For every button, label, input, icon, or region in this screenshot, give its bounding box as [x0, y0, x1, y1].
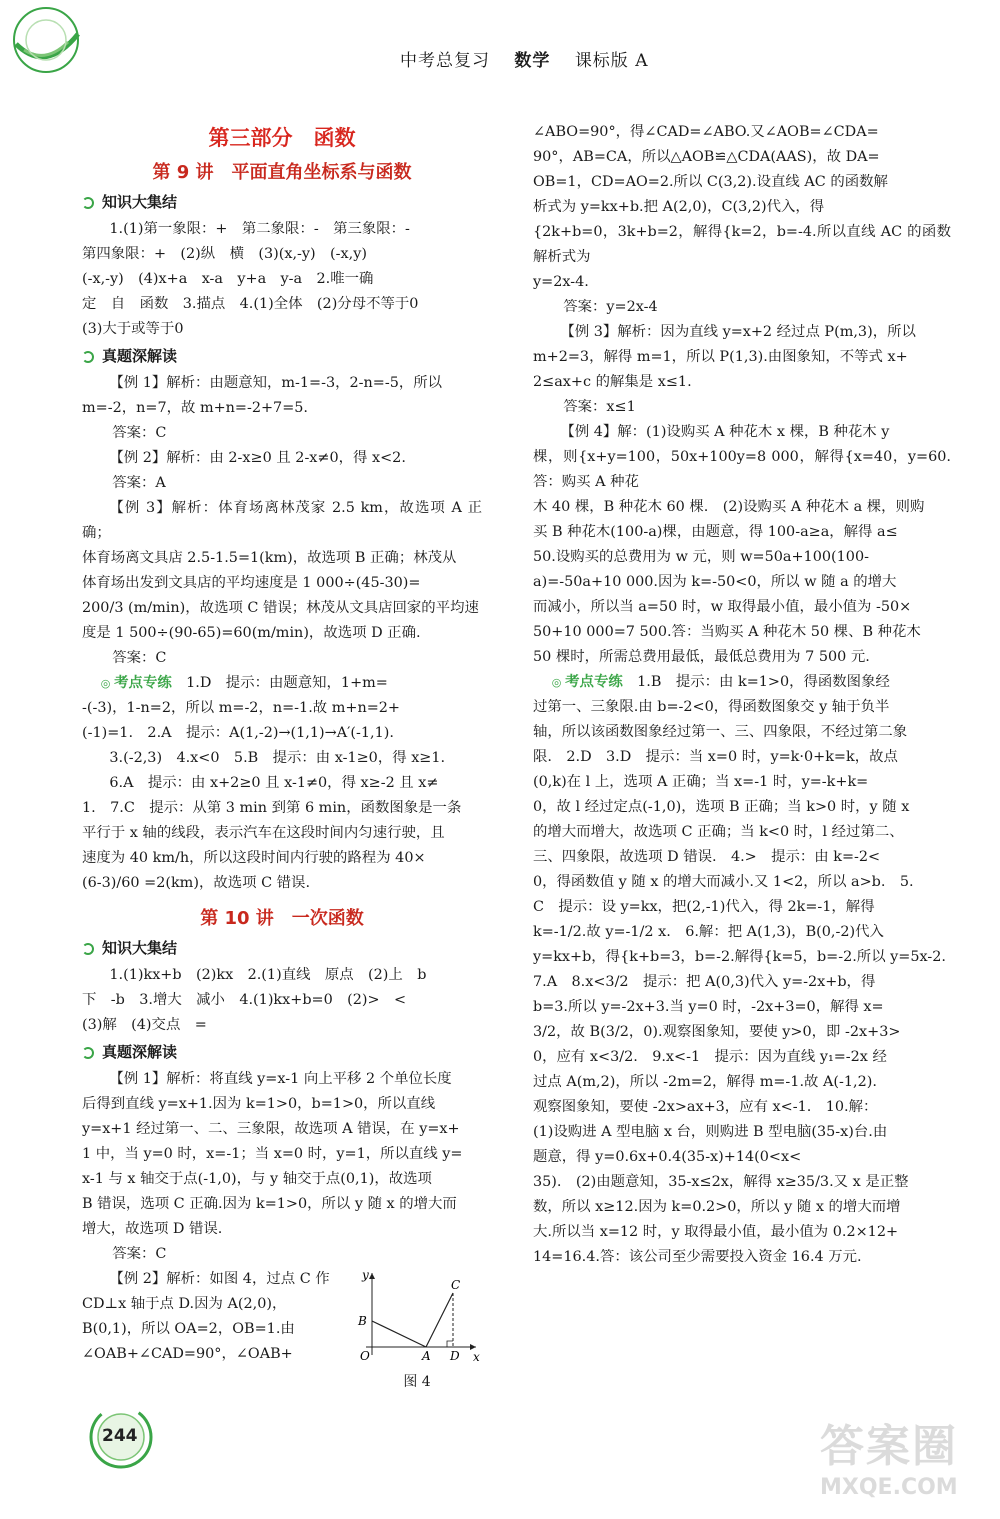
- example-line: 50 棵时，所需总费用最低，最低总费用为 7 500 元.: [533, 649, 870, 665]
- k10-line: (3)解 (4)交点 =: [82, 1017, 207, 1033]
- section-knowledge-10: 知识大集结: [82, 936, 482, 961]
- section-ring-icon: [82, 351, 94, 363]
- fig-label-o: O: [360, 1349, 370, 1363]
- kd10-line: 大.所以当 x=12 时，y 取得最小值，最小值为 0.2×12+: [533, 1224, 899, 1240]
- section-real-10: 真题深解读: [82, 1040, 482, 1065]
- kd10-line: 的增大而增大，故选项 C 正确；当 k<0 时，l 经过第二、: [533, 824, 904, 840]
- watermark-line1: 答案圈: [820, 1421, 958, 1472]
- kd9-line: (-1)=1. 2.A 提示：A(1,-2)→(1,1)→A′(-1,1).: [82, 725, 394, 741]
- example-line: 【例 2】解析：如图 4，过点 C 作: [109, 1271, 330, 1287]
- page-header: [400, 46, 649, 71]
- cont-line: {2k+b=0，3k+b=2，解得{k=2，b=-4.所以直线 AC 的函数解析式为: [533, 224, 951, 265]
- example-line: 200/3 (m/min)，故选项 C 错误；林茂从文具店回家的平均速: [82, 600, 479, 616]
- fig-label-c: C: [451, 1278, 461, 1292]
- part-title: 第三部分 函数: [208, 126, 356, 150]
- kd10-line: (0,k)在 l 上，选项 A 正确；当 x=-1 时，y=-k+k=: [533, 774, 869, 790]
- header-series: 中考总复习: [400, 51, 490, 71]
- example-line: 2≤ax+c 的解集是 x≤1.: [533, 374, 692, 390]
- kd10-line: y=kx+b，得{k+b=3，b=-2.解得{k=5，b=-2.所以 y=5x-2.: [533, 949, 946, 965]
- kd10-line: 三、四象限，故选项 D 错误. 4.> 提示：由 k=-2<: [533, 849, 881, 865]
- fig-label-d: D: [450, 1349, 460, 1363]
- cont-line: 90°，AB=CA，所以△AOB≌△CDA(AAS)，故 DA=: [533, 149, 880, 165]
- example-line: 木 40 棵，B 种花木 60 棵. (2)设购买 A 种花木 a 棵，则购: [533, 499, 925, 515]
- example-line: 【例 1】解析：将直线 y=x-1 向上平移 2 个单位长度: [109, 1071, 452, 1087]
- answer-line: 答案：A: [112, 475, 166, 491]
- cont-line: 析式为 y=kx+b.把 A(2,0)，C(3,2)代入，得: [533, 199, 825, 215]
- k9-line: 定 自 函数 3.描点 4.(1)全体 (2)分母不等于0: [82, 296, 419, 312]
- kd10-line: 1.B 提示：由 k=1>0，得函数图象经: [637, 674, 890, 690]
- kd10-line: 轴，所以该函数图象经过第一、三、四象限，不经过第二象: [533, 724, 908, 740]
- example-line: 【例 2】解析：由 2-x≥0 且 2-x≠0，得 x<2.: [109, 450, 406, 466]
- example-line: m=-2，n=7，故 m+n=-2+7=5.: [82, 400, 308, 416]
- example-line: B 错误，选项 C 正确.因为 k=1>0，所以 y 随 x 的增大而: [82, 1196, 457, 1212]
- k10-line: 1.(1)kx+b (2)kx 2.(1)直线 原点 (2)上 b: [109, 967, 427, 983]
- kd10-line: 限. 2.D 3.D 提示：当 x=0 时，y=k·0+k=k，故点: [533, 749, 898, 765]
- figure-4-graph: [352, 1267, 482, 1363]
- section-ring-icon: [82, 1047, 94, 1059]
- section-real-9: 真题深解读: [82, 344, 482, 369]
- kd9-line: 1.D 提示：由题意知，1+m=: [186, 675, 388, 691]
- example-line: B(0,1)，所以 OA=2，OB=1.由: [82, 1321, 295, 1337]
- k9-line: 1.(1)第一象限：+ 第二象限：- 第三象限：-: [109, 221, 410, 237]
- kd10-line: 数，所以 x≥12.因为 k=0.2>0，所以 y 随 x 的增大而增: [533, 1199, 901, 1215]
- page-number: 244: [102, 1426, 138, 1446]
- example-line: 而减小，所以当 a=50 时，w 取得最小值，最小值为 -50×: [533, 599, 912, 615]
- example-line: 1 中，当 y=0 时，x=-1；当 x=0 时，y=1，所以直线 y=: [82, 1146, 463, 1162]
- answer-line: 答案：C: [112, 1246, 167, 1262]
- example-line: 50+10 000=7 500.答：当购买 A 种花木 50 棵、B 种花木: [533, 624, 921, 640]
- section-ring-icon: [82, 197, 94, 209]
- kd10-line: k=-1/2.故 y=-1/2 x. 6.解：把 A(1,3)，B(0,-2)代入: [533, 924, 884, 940]
- kaodian-label: ◎ 考点专练: [100, 675, 172, 691]
- kd10-line: 观察图象知，要使 -2x>ax+3，应有 x<-1. 10.解：: [533, 1099, 878, 1115]
- kd10-line: 35). (2)由题意知，35-x≤2x，解得 x≥35/3.又 x 是正整: [533, 1174, 909, 1190]
- fig-label-x: x: [473, 1350, 480, 1363]
- example-line: 体育场出发到文具店的平均速度是 1 000÷(45-30)=: [82, 575, 421, 591]
- fig-label-b: B: [358, 1314, 367, 1328]
- example-line: 后得到直线 y=x+1.因为 k=1>0，b=1>0，所以直线: [82, 1096, 436, 1112]
- fig-label-y: y: [362, 1268, 369, 1282]
- section-knowledge-9: 知识大集结: [82, 190, 482, 215]
- kd9-line: (6-3)/60 =2(km)，故选项 C 错误.: [82, 875, 311, 891]
- kd10-line: b=3.所以 y=-2x+3.当 y=0 时，-2x+3=0，解得 x=: [533, 999, 884, 1015]
- example-line: 度是 1 500÷(90-65)=60(m/min)，故选项 D 正确.: [82, 625, 421, 641]
- example-line: y=x+1 经过第一、二、三象限，故选项 A 错误，在 y=x+: [82, 1121, 460, 1137]
- kd10-line: 过第一、三象限.由 b=-2<0，得函数图象交 y 轴于负半: [533, 699, 890, 715]
- k9-line: 第四象限：+ (2)纵 横 (3)(x,-y) (-x,y): [82, 246, 367, 262]
- answer-line: 答案：C: [112, 650, 167, 666]
- k9-line: (-x,-y) (4)x+a x-a y+a y-a 2.唯一确: [82, 271, 374, 287]
- kd9-line: 3.(-2,3) 4.x<0 5.B 提示：由 x-1≥0，得 x≥1.: [109, 750, 446, 766]
- kd9-line: 1. 7.C 提示：从第 3 min 到第 6 min，函数图象是一条: [82, 800, 462, 816]
- section-ring-icon: [82, 943, 94, 955]
- lecture-9-title: 第 9 讲 平面直角坐标系与函数: [152, 162, 412, 183]
- example-line: 棵，则{x+y=100，50x+100y=8 000，解得{x=40，y=60.答：购买 A 种花: [533, 449, 951, 490]
- example-line: a)=-50a+10 000.因为 k=-50<0，所以 w 随 a 的增大: [533, 574, 897, 590]
- k9-line: (3)大于或等于0: [82, 321, 184, 337]
- kd10-line: 过点 A(m,2)，所以 -2m=2，解得 m=-1.故 A(-1,2).: [533, 1074, 877, 1090]
- example-line: CD⊥x 轴于点 D.因为 A(2,0)，: [82, 1296, 287, 1312]
- kd9-line: -(-3)，1-n=2，所以 m=-2，n=-1.故 m+n=2+: [82, 700, 400, 716]
- cont-line: OB=1，CD=AO=2.所以 C(3,2).设直线 AC 的函数解: [533, 174, 888, 190]
- example-line: 【例 3】解析：体育场离林茂家 2.5 km，故选项 A 正确；: [82, 500, 482, 541]
- kd10-line: 0，应有 x<3/2. 9.x<-1 提示：因为直线 y₁=-2x 经: [533, 1049, 887, 1065]
- example-line: m+2=3，解得 m=1，所以 P(1,3).由图象知，不等式 x+: [533, 349, 908, 365]
- corner-logo-icon: [6, 4, 88, 82]
- watermark: [820, 1420, 995, 1515]
- example-line: x-1 与 x 轴交于点(-1,0)，与 y 轴交于点(0,1)，故选项: [82, 1171, 432, 1187]
- kaodian-label: ◎ 考点专练: [551, 674, 623, 690]
- kd9-line: 6.A 提示：由 x+2≥0 且 x-1≠0，得 x≥-2 且 x≠: [109, 775, 439, 791]
- kd9-line: 速度为 40 km/h，所以这段时间内行驶的路程为 40×: [82, 850, 426, 866]
- answer-line: 答案：C: [112, 425, 167, 441]
- example-2-with-figure: [82, 1267, 482, 1390]
- kd10-line: 14=16.4.答：该公司至少需要投入资金 16.4 万元.: [533, 1249, 862, 1265]
- kd10-line: 0，故 l 经过定点(-1,0)，选项 B 正确；当 k>0 时，y 随 x: [533, 799, 910, 815]
- answer-line: 答案：x≤1: [563, 399, 636, 415]
- watermark-line2: MXQE.COM: [820, 1475, 958, 1500]
- example-line: 买 B 种花木(100-a)棵，由题意，得 100-a≥a，解得 a≤: [533, 524, 898, 540]
- kd10-line: (1)设购进 A 型电脑 x 台，则购进 B 型电脑(35-x)台.由: [533, 1124, 888, 1140]
- header-edition: 课标版 A: [574, 51, 649, 71]
- example-line: 【例 1】解析：由题意知，m-1=-3，2-n=-5，所以: [109, 375, 443, 391]
- lecture-10-title: 第 10 讲 一次函数: [200, 908, 364, 929]
- figure-caption: 图 4: [403, 1374, 431, 1390]
- kd10-line: 0，得函数值 y 随 x 的增大而减小.又 1<2，所以 a>b. 5.: [533, 874, 914, 890]
- left-column: [82, 120, 482, 1390]
- example-line: 【例 4】解：(1)设购买 A 种花木 x 棵，B 种花木 y: [560, 424, 890, 440]
- header-subject: 数学: [514, 51, 551, 71]
- kd10-line: C 提示：设 y=kx，把(2,-1)代入，得 2k=-1，解得: [533, 899, 875, 915]
- cont-line: ∠ABO=90°，得∠CAD=∠ABO.又∠AOB=∠CDA=: [533, 124, 879, 140]
- example-line: 50.设购买的总费用为 w 元，则 w=50a+100(100-: [533, 549, 869, 565]
- kd10-line: 3/2，故 B(3/2，0).观察图象知，要使 y>0，即 -2x+3>: [533, 1024, 901, 1040]
- example-line: 增大，故选项 D 错误.: [82, 1221, 223, 1237]
- example-line: ∠OAB+∠CAD=90°，∠OAB+: [82, 1346, 293, 1362]
- example-line: 体育场离文具店 2.5-1.5=1(km)，故选项 B 正确；林茂从: [82, 550, 457, 566]
- kd10-line: 7.A 8.x<3/2 提示：把 A(0,3)代入 y=-2x+b，得: [533, 974, 876, 990]
- kd9-line: 平行于 x 轴的线段，表示汽车在这段时间内匀速行驶，且: [82, 825, 445, 841]
- k10-line: 下 -b 3.增大 减小 4.(1)kx+b=0 (2)> <: [82, 992, 407, 1008]
- example-line: 【例 3】解析：因为直线 y=x+2 经过点 P(m,3)，所以: [560, 324, 916, 340]
- fig-label-a: A: [422, 1349, 431, 1363]
- figure-4: [352, 1267, 482, 1390]
- right-column: [533, 120, 951, 1270]
- cont-line: y=2x-4.: [533, 274, 589, 290]
- kd10-line: 题意，得 y=0.6x+0.4(35-x)+14(0<x<: [533, 1149, 802, 1165]
- answer-line: 答案：y=2x-4: [563, 299, 658, 315]
